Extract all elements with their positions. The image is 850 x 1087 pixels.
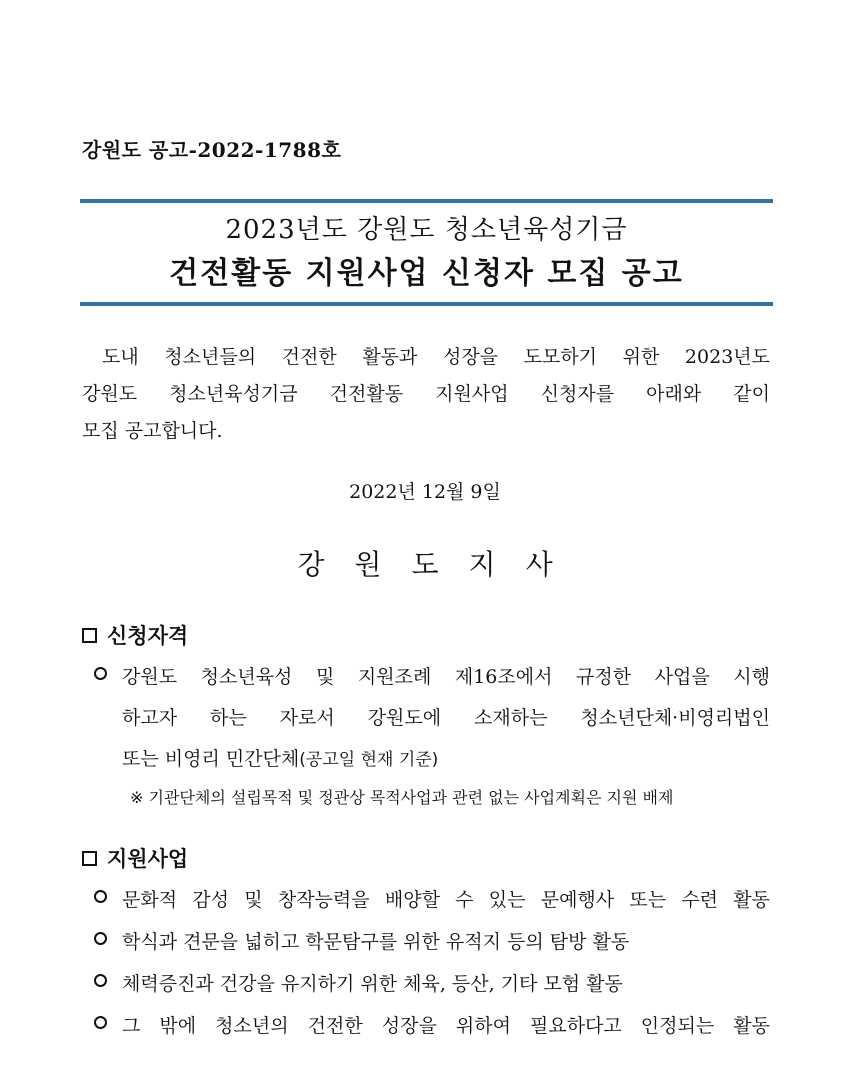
issuer-name: 강원도지사 <box>297 548 583 581</box>
section-support-heading <box>82 843 188 873</box>
support-item-text: 학식과 견문을 넓히고 학문탐구를 위한 유적지 등의 탐방 활동 <box>122 931 630 953</box>
checkbox-icon <box>82 851 97 866</box>
eligibility-line-1: 강원도 청소년육성 및 지원조례 제16조에서 규정한 사업을 시행 <box>122 666 770 688</box>
section-eligibility-title: 신청자격 <box>107 624 189 648</box>
eligibility-note: ※ 기관단체의 설립목적 및 정관상 목적사업과 관련 없는 사업계획은 지원 배제 <box>130 788 674 807</box>
eligibility-line-3a: 또는 비영리 민간단체 <box>122 748 300 770</box>
checkbox-icon <box>82 628 97 643</box>
circle-bullet-icon <box>94 932 107 945</box>
title-main: 건전활동 지원사업 신청자 모집 공고 <box>169 256 684 291</box>
section-support-title: 지원사업 <box>107 847 189 871</box>
section-eligibility-heading <box>82 620 188 650</box>
support-item <box>94 1006 770 1047</box>
intro-paragraph <box>82 339 770 450</box>
support-item <box>94 964 770 1005</box>
circle-bullet-icon <box>94 667 107 680</box>
support-item <box>94 922 770 963</box>
intro-line-2: 강원도 청소년육성기금 건전활동 지원사업 신청자를 아래와 같이 <box>82 383 770 405</box>
support-item-text: 문화적 감성 및 창작능력을 배양할 수 있는 문예행사 또는 수련 활동 <box>122 889 770 911</box>
eligibility-line-3b: (공고일 현재 기준) <box>299 750 439 770</box>
circle-bullet-icon <box>94 1016 107 1029</box>
intro-line-3: 모집 공고합니다. <box>82 420 223 442</box>
eligibility-line-3 <box>122 739 770 781</box>
eligibility-bullet <box>94 657 770 781</box>
title-subtitle: 2023년도 강원도 청소년육성기금 <box>225 215 628 245</box>
title-top-rule <box>80 199 773 203</box>
eligibility-line-2: 하고자 하는 자로서 강원도에 소재하는 청소년단체·비영리법인 <box>122 707 770 729</box>
support-item-text: 그 밖에 청소년의 건전한 성장을 위하여 필요하다고 인정되는 활동 <box>122 1015 770 1037</box>
intro-line-1: 도내 청소년들의 건전한 활동과 성장을 도모하기 위한 2023년도 <box>102 346 770 368</box>
notice-number: 강원도 공고-2022-1788호 <box>82 138 342 162</box>
circle-bullet-icon <box>94 974 107 987</box>
support-item-text: 체력증진과 건강을 유지하기 위한 체육, 등산, 기타 모험 활동 <box>122 973 623 995</box>
title-bottom-rule <box>80 302 773 306</box>
support-item <box>94 880 770 921</box>
title-box <box>80 199 773 306</box>
circle-bullet-icon <box>94 890 107 903</box>
notice-date: 2022년 12월 9일 <box>349 481 501 503</box>
